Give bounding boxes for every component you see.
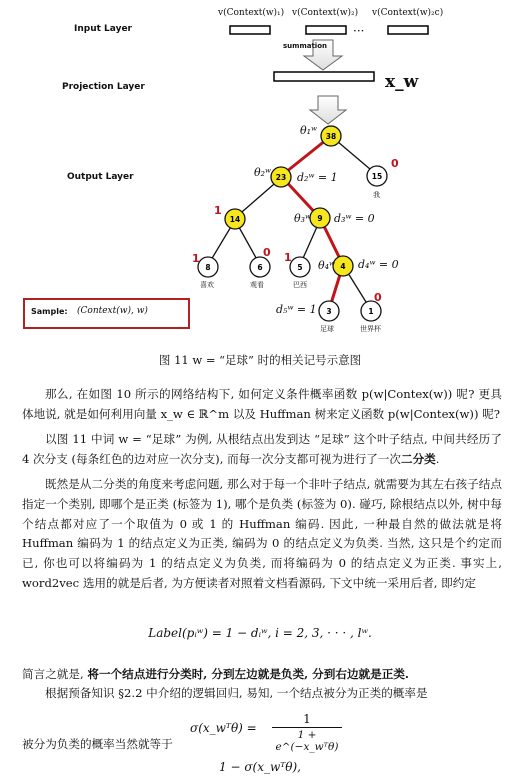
output-layer-label: Output Layer: [67, 172, 134, 182]
equation-negative: 1 − σ(x_wᵀθ),: [219, 760, 301, 774]
leaf-word-5: 巴西: [293, 281, 307, 289]
sample-label: Sample:: [31, 307, 68, 316]
paragraph-4-bold: 将一个结点进行分类时, 分到左边就是负类, 分到右边就是正类.: [87, 667, 409, 681]
input-vector-2: v(Context(w)₂): [292, 8, 359, 18]
tree-node-label: 38: [325, 132, 337, 141]
tree-node-label: 1: [368, 307, 374, 316]
tree-node-label: 5: [297, 263, 303, 272]
paragraph-2-text: 以图 11 中词 w = “足球” 为例, 从根结点出发到达 “足球” 这个叶子结点, 中间共经历了 4 次分支 (每条红色的边对应一次分支), 而每一次分支都可视为进行了一次: [22, 432, 502, 466]
figure-caption: 图 11 w = “足球” 时的相关记号示意图: [158, 353, 362, 367]
paragraph-3: 既然是从二分类的角度来考虑问题, 那么对于每一个非叶子结点, 就需要为其左右孩子结点指定一个类别, 即哪个是正类 (标签为 1), 哪个是负类 (标签为 0). 碰巧, 除根结点以外, 树中每个结点都对应了一个取值为 0 或 1 的 Huffman 编码. 因此, 一种最自然的做法就是将 Huffman 编码为 1 的结点定义为正类, 编码为 0 的结点定义为负类. 当然, 这只是个约定而已, 你也可以将编码为 1 的结点定义为负类, 而将编码为 0 的结点定义为正类. 事实上, word2vec 选用的就是后者, 为方便读者对照着文档看源码, 下文中统一采用后者, 即约定: [22, 477, 502, 590]
fraction-bar: [272, 727, 342, 728]
leaf-word-3: 足球: [320, 325, 334, 333]
paragraph-6: 被分为负类的概率当然就等于: [22, 737, 173, 751]
input-box-2: [306, 26, 346, 34]
input-box-1: [230, 26, 270, 34]
tree-node-label: 8: [205, 263, 211, 272]
equation-label: Label(pᵢʷ) = 1 − dᵢʷ, i = 2, 3, · · · , lʷ.: [148, 626, 372, 640]
code-6: 0: [263, 246, 271, 259]
sample-value: (Context(w), w): [77, 306, 148, 316]
input-box-3: [388, 26, 428, 34]
tree-node-label: 14: [229, 215, 241, 224]
d-3: d₃ʷ = 0: [334, 212, 375, 225]
paragraph-2-bold: 二分类: [400, 451, 436, 466]
code-8: 1: [192, 252, 200, 265]
xw-label: x_w: [385, 72, 419, 92]
theta-2: θ₂ʷ: [254, 166, 271, 179]
d-4: d₄ʷ = 0: [358, 258, 399, 271]
leaf-word-1: 世界杯: [360, 325, 381, 333]
input-vector-3: v(Context(w)₂c): [372, 8, 444, 18]
input-layer-label: Input Layer: [74, 24, 132, 34]
code-5: 1: [284, 251, 292, 264]
summation-label: summation: [283, 42, 327, 50]
projection-box: [274, 72, 374, 81]
projection-layer-label: Projection Layer: [62, 82, 145, 92]
d-5: d₅ʷ = 1: [276, 303, 317, 316]
d-2: d₂ʷ = 1: [297, 171, 338, 184]
sigmoid-denominator: 1 + e^(−x_wᵀθ): [275, 729, 339, 753]
paragraph-4: [22, 665, 502, 685]
code-1: 0: [374, 291, 382, 304]
input-vector-1: v(Context(w)₁): [218, 8, 285, 18]
ellipsis: ···: [353, 24, 365, 38]
tree-node-label: 23: [275, 173, 287, 182]
sigmoid-left: σ(x_wᵀθ) =: [190, 721, 257, 735]
paragraph-5: 根据预备知识 §2.2 中介绍的逻辑回归, 易知, 一个结点被分为正类的概率是: [45, 686, 428, 700]
tree-node-label: 9: [317, 214, 323, 223]
theta-1: θ₁ʷ: [300, 124, 317, 137]
code-15: 0: [391, 157, 399, 170]
paragraph-4-text: 简言之就是,: [22, 667, 88, 681]
leaf-word-8: 喜欢: [200, 281, 214, 289]
tree-node-label: 6: [257, 263, 263, 272]
theta-4: θ₄ʷ: [318, 259, 335, 272]
paragraph-1: 那么, 在如图 10 所示的网络结构下, 如何定义条件概率函数 p(w|Contex(w)) 呢? 更具体地说, 就是如何利用向量 x_w ∈ ℝ^m 以及 Huffman 树来定义函数 p(w|Contex(w)) 呢?: [22, 387, 502, 421]
tree-node-label: 4: [340, 262, 346, 271]
leaf-word-15: 我: [373, 191, 380, 199]
code-14: 1: [214, 204, 222, 217]
leaf-word-6: 观看: [250, 281, 264, 289]
tree-node-label: 15: [371, 172, 383, 181]
projection-arrow: [310, 96, 346, 124]
paragraph-2: 以图 11 中词 w = “足球” 为例, 从根结点出发到达 “足球” 这个叶子结点, 中间共经历了 4 次分支 (每条红色的边对应一次分支), 而每一次分支都可视为进行了一次二分类.: [22, 432, 502, 466]
tree-node-label: 3: [326, 307, 332, 316]
theta-3: θ₃ʷ: [294, 212, 311, 225]
sigmoid-numerator: 1: [303, 712, 311, 726]
